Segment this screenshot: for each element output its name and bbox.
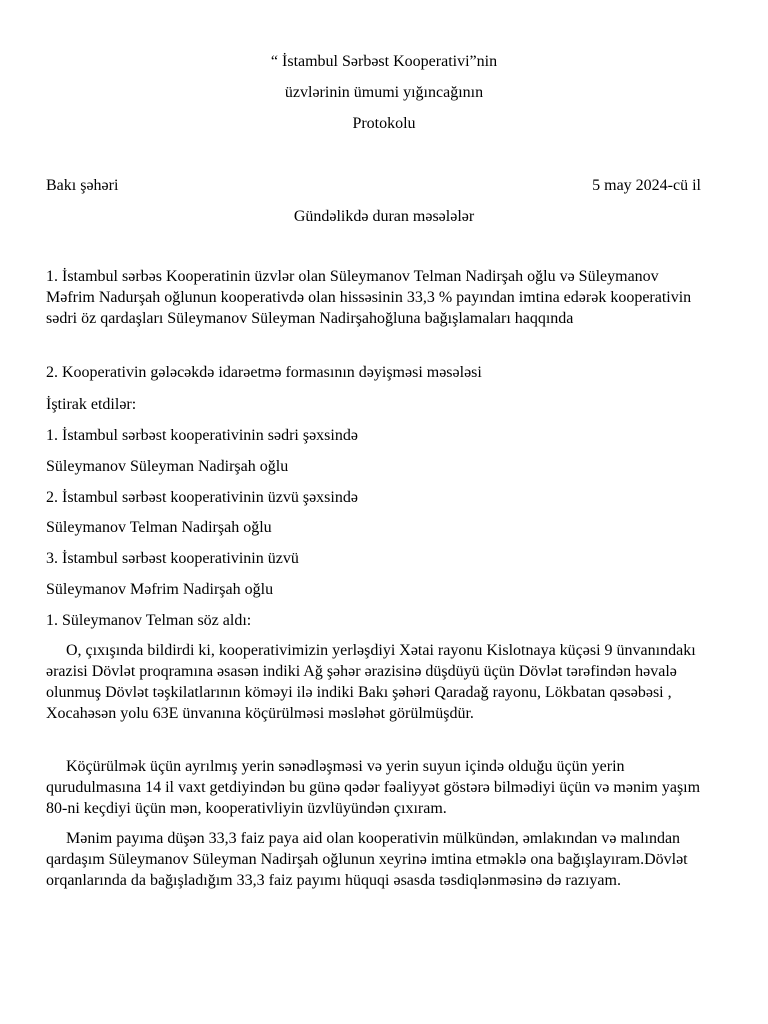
participant-1-role: 1. İstambul sərbəst kooperativinin sədri şəxsində: [46, 427, 358, 444]
speech-paragraph-1: O, çıxışında bildirdi ki, kooperativimizin yerləşdiyi Xətai rayonu Kislotnaya küçəsi 9 ünvanındakı ərazisi Dövlət proqramına əsasən indiki Ağ şəhər ərazisinə düşdüyü üçün Dövlət tərəfindən həvalə olunmuş Dövlət təşkilatlarının köməyi ilə indiki Bakı şəhəri Qaradağ rayonu, Lökbatan qəsəbəsi , Xocahəsən yolu 63E ünvanına köçürülməsi məsləhət görülmüşdür.: [46, 642, 696, 722]
speech-title: 1. Süleymanov Telman söz aldı:: [46, 612, 252, 629]
participant-2-role: 2. İstambul sərbəst kooperativinin üzvü şəxsində: [46, 489, 358, 506]
participant-1-name: Süleymanov Süleyman Nadirşah oğlu: [46, 458, 289, 475]
participant-2-name: Süleymanov Telman Nadirşah oğlu: [46, 519, 272, 536]
participant-3-role: 3. İstambul sərbəst kooperativinin üzvü: [46, 550, 299, 567]
date: 5 may 2024-cü il: [592, 177, 701, 194]
agenda-item-1: 1. İstambul sərbəs Kooperatinin üzvlər olan Süleymanov Telman Nadirşah oğlu və Süleymanov Məfrim Nadurşah oğlunun kooperativdə olan hissəsinin 33,3 % payından imtina edərək kooperativin sədri öz qardaşları Süleymanov Süleyman Nadirşahoğluna bağışlamaları haqqında: [46, 268, 692, 327]
header-line-2: üzvlərinin ümumi yığıncağının: [284, 84, 484, 101]
city: Bakı şəhəri: [46, 177, 119, 194]
speech-paragraph-3: Mənim payıma düşən 33,3 faiz paya aid olan kooperativin mülkündən, əmlakından və malından qardaşım Süleymanov Süleyman Nadirşah oğlunun xeyrinə imtina etməklə ona bağışlayıram.Dövlət orqanlarında da bağışladığım 33,3 faiz payımı hüquqi əsasda təsdiqlənməsinə də razıyam.: [46, 830, 688, 889]
participant-3-name: Süleymanov Məfrim Nadirşah oğlu: [46, 581, 274, 598]
agenda-item-2: 2. Kooperativin gələcəkdə idarəetmə formasının dəyişməsi məsələsi: [46, 364, 482, 381]
header-line-1: “ İstambul Sərbəst Kooperativi”nin: [270, 53, 498, 70]
agenda-title: Gündəlikdə duran məsələlər: [293, 208, 475, 225]
header-line-3: Protokolu: [352, 115, 416, 132]
speech-paragraph-2: Köçürülmək üçün ayrılmış yerin sənədləşməsi və yerin suyun içində olduğu üçün yerin qurudulmasına 14 il vaxt getdiyindən bu günə qədər fəaliyyət göstərə bilmədiyi üçün və mənim yaşım 80-ni keçdiyi üçün mən, kooperativliyin üzvlüyündən çıxıram.: [46, 758, 701, 817]
participants-title: İştirak etdilər:: [46, 396, 137, 413]
